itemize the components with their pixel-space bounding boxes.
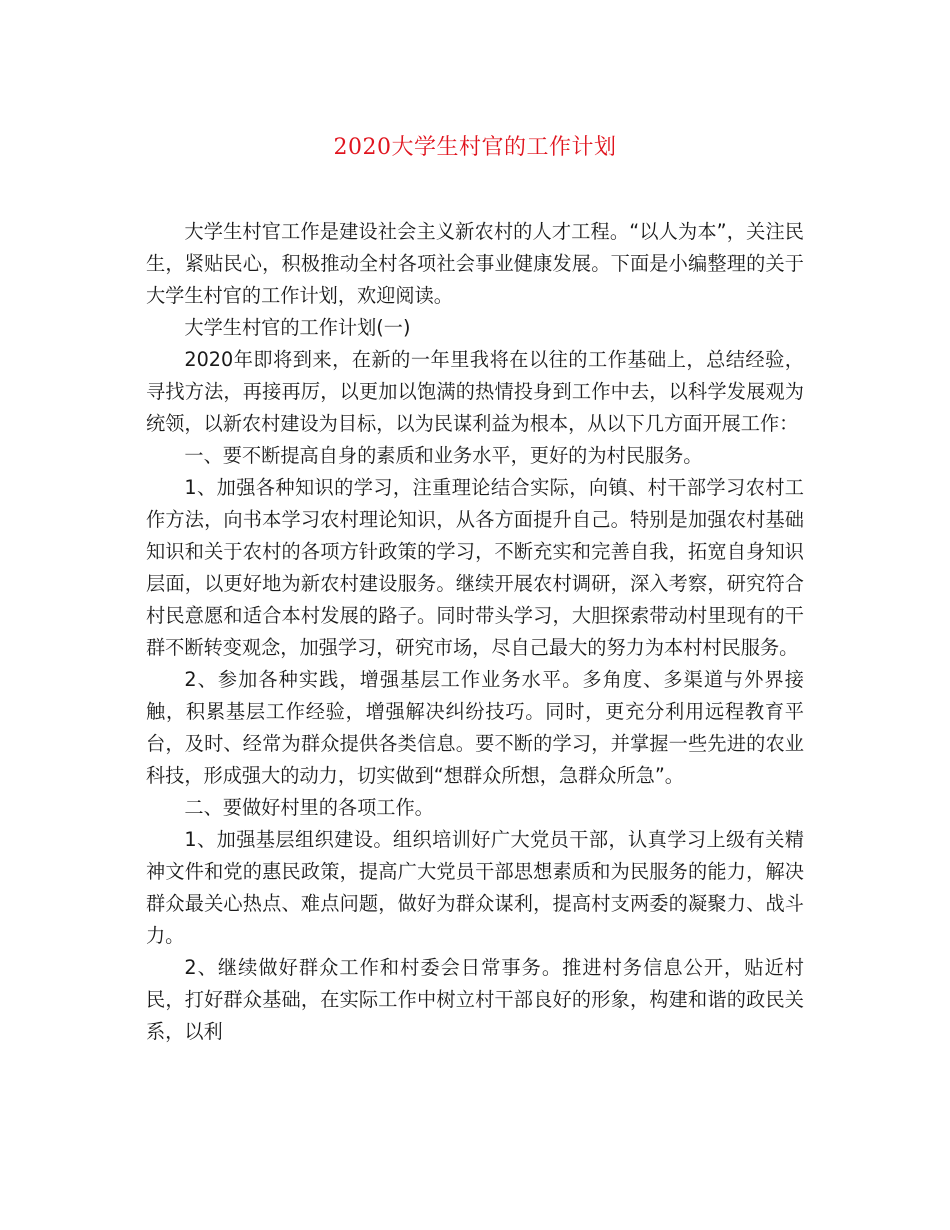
- paragraph-part-two-heading: 二、要做好村里的各项工作。: [184, 796, 434, 819]
- paragraph-part-one-item-2: 2、参加各种实践，增强基层工作业务水平。多角度、多渠道与外界接触，积累基层工作经验，增强解决纠纷技巧。同时，更充分利用远程教育平台，及时、经常为群众提供各类信息。要不断的学习，并掌握一些先进的农业科技，形成强大的动力，切实做到“想群众所想，急群众所急”。: [146, 668, 804, 787]
- paragraph-intro: 大学生村官工作是建设社会主义新农村的人才工程。“以人为本”，关注民生，紧贴民心，积极推动全村各项社会事业健康发展。下面是小编整理的关于大学生村官的工作计划，欢迎阅读。: [146, 220, 804, 307]
- paragraph-part-two-item-1: 1、加强基层组织建设。组织培训好广大党员干部，认真学习上级有关精神文件和党的惠民政策，提高广大党员干部思想素质和为民服务的能力，解决群众最关心热点、难点问题，做好为群众谋利，提高村支两委的凝聚力、战斗力。: [146, 828, 804, 947]
- paragraph-part-two-item-2: 2、继续做好群众工作和村委会日常事务。推进村务信息公开，贴近村民，打好群众基础，在实际工作中树立村干部良好的形象，构建和谐的政民关系，以利: [146, 956, 804, 1043]
- paragraph-part-one-heading: 一、要不断提高自身的素质和业务水平，更好的为村民服务。: [184, 444, 703, 467]
- document-title: 2020大学生村官的工作计划: [333, 135, 617, 160]
- document-body: [146, 216, 804, 1048]
- paragraph-section-heading: 大学生村官的工作计划(一): [184, 316, 411, 339]
- paragraph-part-one-item-1: 1、加强各种知识的学习，注重理论结合实际，向镇、村干部学习农村工作方法，向书本学习农村理论知识，从各方面提升自己。特别是加强农村基础知识和关于农村的各项方针政策的学习，不断充实和完善自我，拓宽自身知识层面，以更好地为新农村建设服务。继续开展农村调研，深入考察，研究符合村民意愿和适合本村发展的路子。同时带头学习，大胆探索带动村里现有的干群不断转变观念，加强学习，研究市场，尽自己最大的努力为本村村民服务。: [146, 476, 804, 659]
- paragraph-overview: 2020年即将到来，在新的一年里我将在以往的工作基础上，总结经验，寻找方法，再接再厉，以更加以饱满的热情投身到工作中去，以科学发展观为统领，以新农村建设为目标，以为民谋利益为根本，从以下几方面开展工作：: [146, 348, 804, 435]
